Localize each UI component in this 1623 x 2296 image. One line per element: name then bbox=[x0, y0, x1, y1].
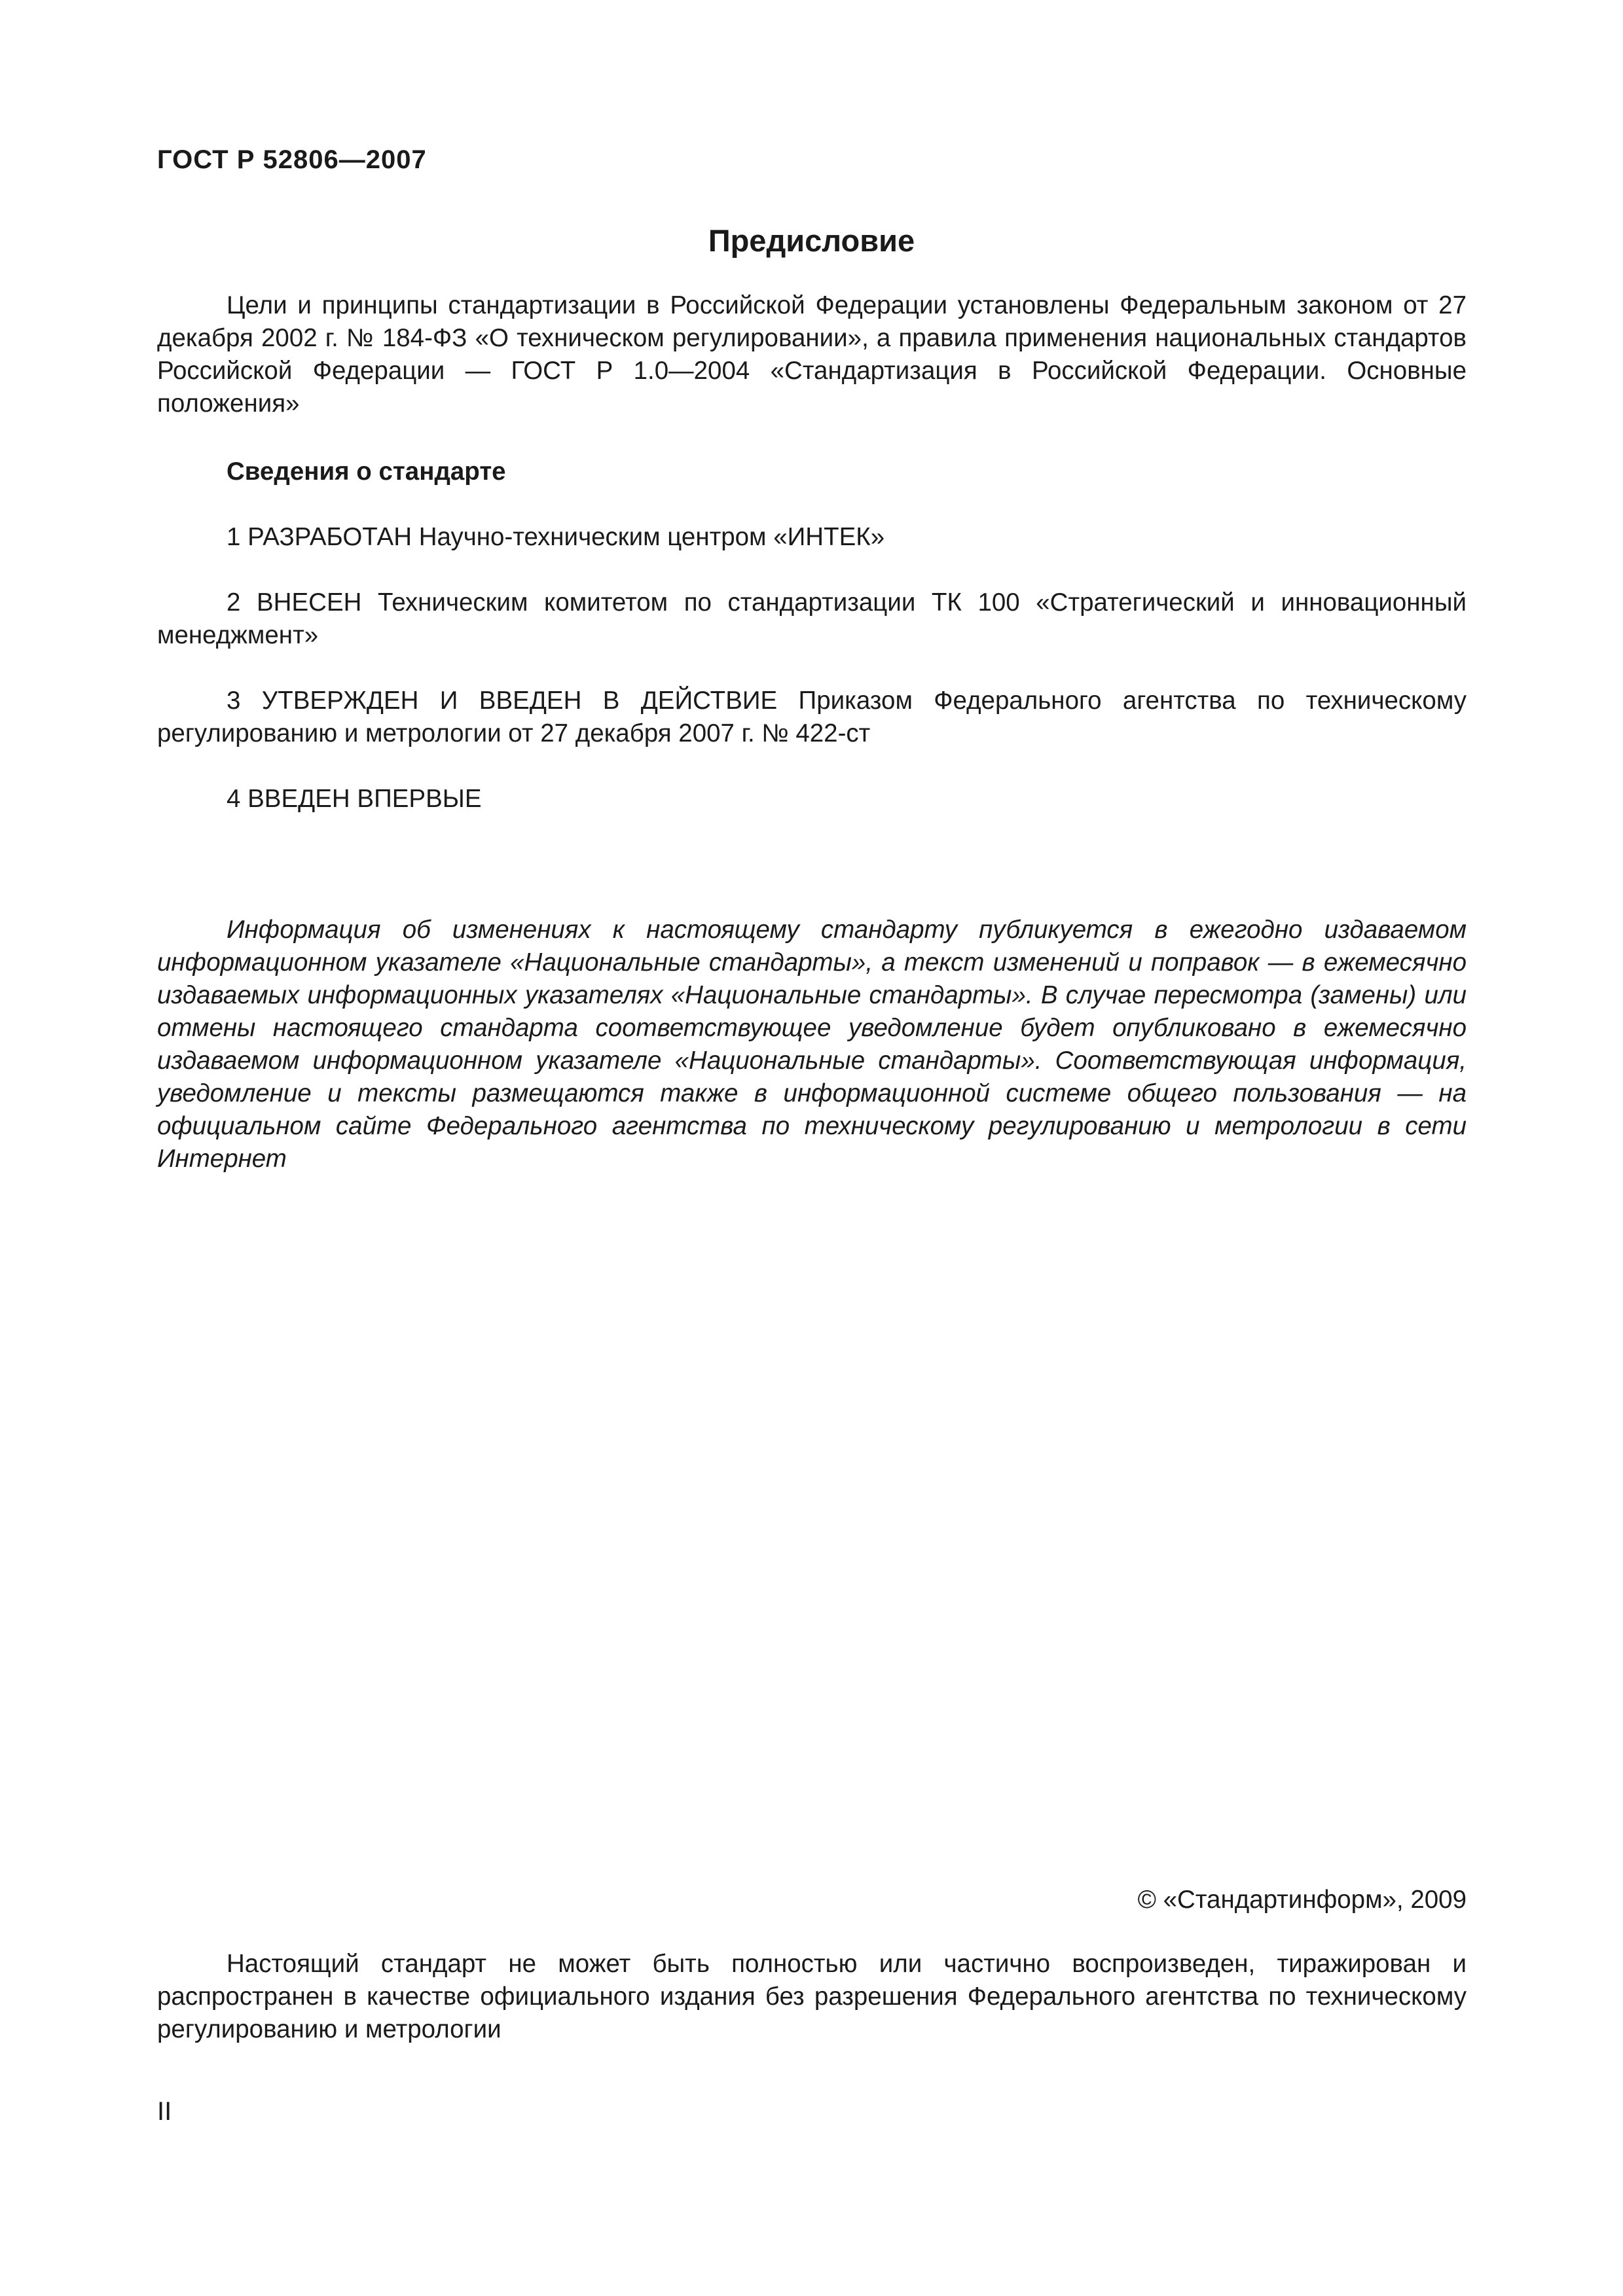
info-item-1: 1 РАЗРАБОТАН Научно-техническим центром «ИНТЕК» bbox=[227, 523, 885, 551]
info-item-2: 2 ВНЕСЕН Техническим комитетом по стандартизации ТК 100 «Стратегический и инновационный менеджмент» bbox=[157, 588, 1467, 649]
info-item-4: 4 ВВЕДЕН ВПЕРВЫЕ bbox=[227, 785, 482, 813]
page-number: II bbox=[157, 2097, 172, 2126]
reproduction-notice: Настоящий стандарт не может быть полностью или частично воспроизведен, тиражирован и распространен в качестве официального издания без разрешения Федерального агентства по техническому регулированию и метрологии bbox=[157, 1950, 1467, 2043]
info-item-3: 3 УТВЕРЖДЕН И ВВЕДЕН В ДЕЙСТВИЕ Приказом Федерального агентства по техническому регулированию и метрологии от 27 декабря 2007 г. № 422-ст bbox=[157, 687, 1467, 747]
intro-paragraph: Цели и принципы стандартизации в Российской Федерации установлены Федеральным законом от 27 декабря 2002 г. № 184-ФЗ «О техническом регулировании», а правила применения национальных стандартов Российской Федерации — ГОСТ Р 1.0—2004 «Стандартизация в Российской Федерации. Основные положения» bbox=[157, 291, 1467, 418]
standard-code-header: ГОСТ Р 52806—2007 bbox=[157, 145, 427, 174]
page-title: Предисловие bbox=[708, 223, 915, 258]
info-heading: Сведения о стандарте bbox=[227, 457, 506, 486]
copyright-line: © «Стандартинформ», 2009 bbox=[1137, 1886, 1467, 1914]
changes-notice: Информация об изменениях к настоящему стандарту публикуется в ежегодно издаваемом информационном указателе «Национальные стандарты», а текст изменений и поправок — в ежемесячно издаваемых информационных указателях «Национальные стандарты». В случае пересмотра (замены) или отмены настоящего стандарта соответствующее уведомление будет опубликовано в ежемесячно издаваемом информационном указателе «Национальные стандарты». Соответствующая информация, уведомление и тексты размещаются также в информационной системе общего пользования — на официальном сайте Федерального агентства по техническому регулированию и метрологии в сети Интернет bbox=[157, 916, 1467, 1173]
